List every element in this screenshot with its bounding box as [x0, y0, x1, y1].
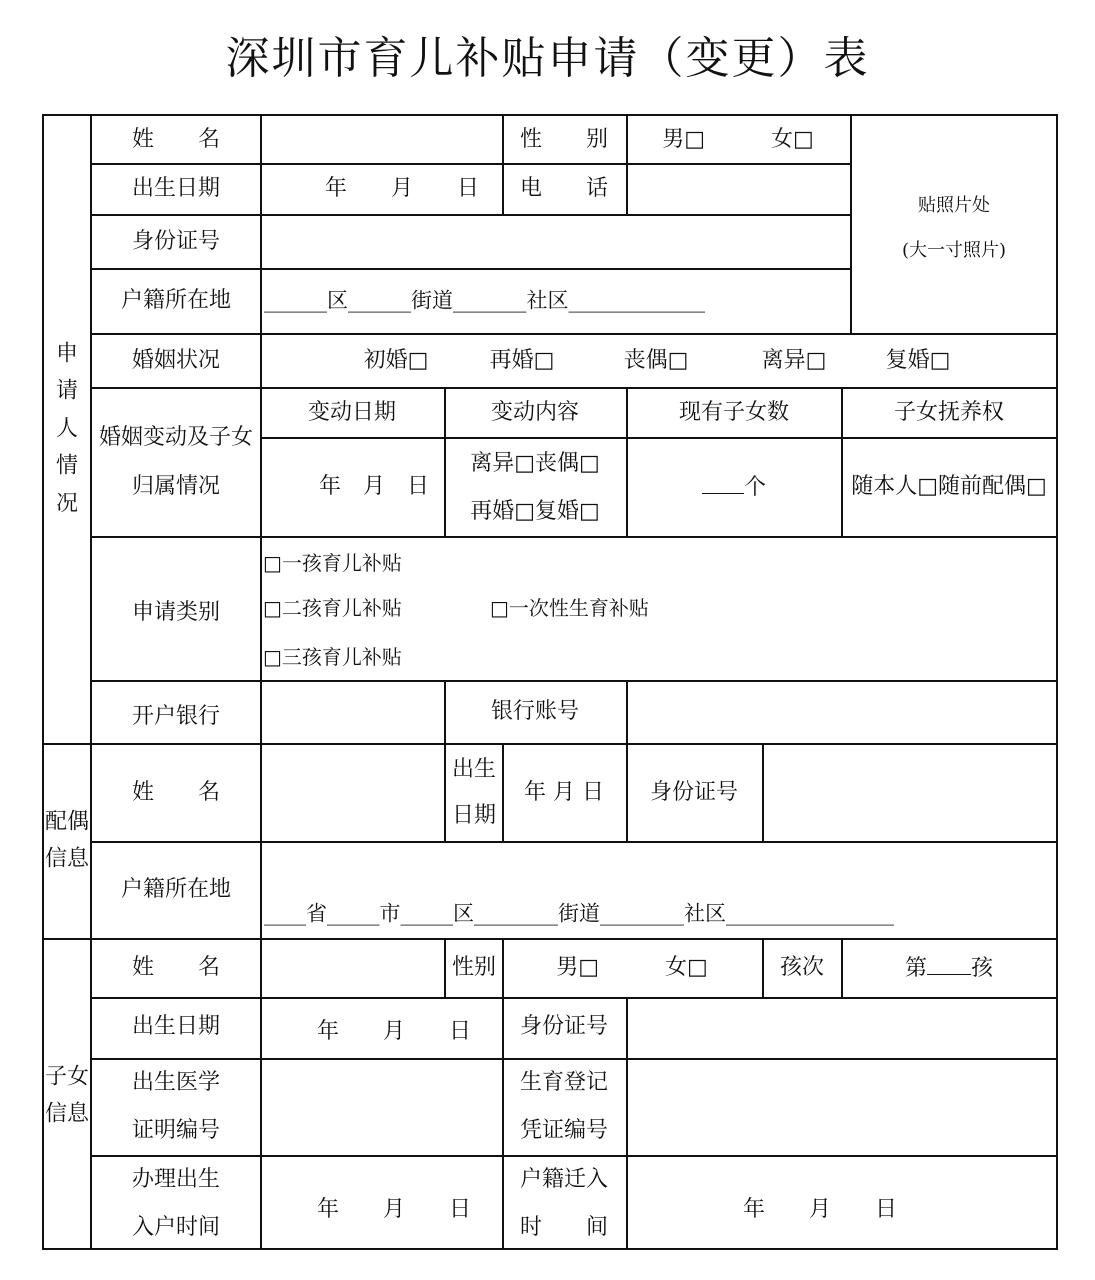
change-header-content: 变动内容	[490, 400, 580, 425]
row-divider	[260, 437, 1058, 439]
marital-option[interactable]: 丧偶□	[623, 348, 689, 373]
change-label: 归属情况	[131, 474, 221, 499]
col-divider	[502, 997, 504, 1250]
account-label: 银行账号	[490, 699, 580, 724]
col-divider	[626, 743, 628, 842]
child-settle-label: 办理出生	[131, 1167, 221, 1192]
marital-option[interactable]: 再婚□	[489, 348, 555, 373]
row-divider	[44, 743, 1058, 745]
child-migrate-value[interactable]: 年 月 日	[742, 1197, 898, 1222]
child-order-value[interactable]: 第 孩	[904, 956, 994, 981]
form-title: 深圳市育儿补贴申请（变更）表	[225, 33, 870, 84]
section-applicant-label: 申 请 人 情 况	[55, 341, 78, 517]
applicant-birth-value[interactable]: 年 月 日	[324, 176, 480, 201]
change-date-value[interactable]: 年 月 日	[318, 474, 430, 499]
spouse-birth-label: 日期	[451, 803, 497, 828]
col-divider	[444, 680, 446, 744]
child-medical-label: 出生医学	[131, 1070, 221, 1095]
col-divider	[626, 116, 628, 215]
col-divider	[626, 387, 628, 537]
photo-size-text: (大一寸照片)	[901, 240, 1007, 261]
category-label: 申请类别	[131, 600, 221, 625]
category-option[interactable]: □一孩育儿补贴	[263, 551, 402, 575]
child-gender-label: 性别	[451, 955, 497, 980]
category-option[interactable]: □一次性生育补贴	[490, 596, 649, 620]
custody-options[interactable]: 随本人□随前配偶□	[851, 474, 1047, 499]
row-divider	[92, 680, 1058, 682]
change-label: 婚姻变动及子女	[98, 425, 254, 450]
section-child-label: 子女 信息	[44, 1064, 89, 1127]
marital-label: 婚姻状况	[131, 348, 221, 373]
photo-placeholder-text: 贴照片处	[918, 195, 990, 216]
applicant-gender-options[interactable]: 男□ 女□	[662, 127, 814, 152]
section-spouse-label: 配偶 信息	[44, 809, 89, 872]
child-migrate-label: 时 间	[519, 1215, 609, 1240]
spouse-id-label: 身份证号	[649, 780, 739, 805]
children-count[interactable]: 个	[702, 475, 766, 499]
col-divider	[444, 743, 446, 842]
spouse-birth-label: 出生	[451, 757, 497, 782]
child-name-label: 姓 名	[131, 955, 221, 980]
row-divider	[92, 1155, 1058, 1157]
row-divider	[92, 1058, 1058, 1060]
row-divider	[92, 214, 852, 216]
applicant-household-label: 户籍所在地	[120, 288, 232, 313]
col-divider	[444, 938, 446, 998]
spouse-household-label: 户籍所在地	[120, 877, 232, 902]
col-divider	[850, 116, 852, 335]
change-header-children: 现有子女数	[678, 400, 790, 425]
row-divider	[92, 268, 852, 270]
row-divider	[92, 333, 1058, 335]
child-settle-value[interactable]: 年 月 日	[316, 1197, 472, 1222]
spouse-name-label: 姓 名	[131, 780, 221, 805]
marital-option[interactable]: 复婚□	[885, 348, 951, 373]
category-option[interactable]: □三孩育儿补贴	[263, 645, 402, 669]
marital-option[interactable]: 初婚□	[363, 348, 429, 373]
spouse-birth-value[interactable]: 年 月 日	[524, 780, 604, 805]
row-divider	[92, 387, 1058, 389]
col-divider	[841, 387, 843, 537]
change-header-date: 变动日期	[307, 400, 397, 425]
col-divider	[502, 116, 504, 215]
child-migrate-label: 户籍迁入	[519, 1167, 609, 1192]
category-option[interactable]: □二孩育儿补贴	[263, 596, 402, 620]
applicant-phone-label: 电 话	[519, 176, 609, 201]
change-header-custody: 子女抚养权	[893, 400, 1005, 425]
applicant-gender-label: 性 别	[519, 127, 609, 152]
child-settle-label: 入户时间	[131, 1215, 221, 1240]
spouse-household-value[interactable]: ____省_____市_____区________街道________社区________________	[264, 901, 894, 926]
bank-label: 开户银行	[131, 704, 221, 729]
child-gender-options[interactable]: 男□ 女□	[556, 955, 708, 980]
children-count-blank[interactable]	[702, 475, 744, 494]
row-divider	[92, 163, 852, 165]
col-divider	[762, 938, 764, 998]
child-birth-label: 出生日期	[131, 1014, 221, 1039]
col-divider	[762, 743, 764, 842]
child-registration-label: 凭证编号	[519, 1118, 609, 1143]
child-order-blank[interactable]	[927, 956, 971, 975]
col-divider	[841, 938, 843, 998]
col-divider	[502, 743, 504, 842]
child-registration-label: 生育登记	[519, 1070, 609, 1095]
row-divider	[44, 938, 1058, 940]
row-divider	[92, 536, 1058, 538]
applicant-household-value[interactable]: ______区______街道_______社区_____________	[264, 288, 705, 313]
child-medical-label: 证明编号	[131, 1118, 221, 1143]
child-birth-value[interactable]: 年 月 日	[316, 1019, 472, 1044]
marital-option[interactable]: 离异□	[761, 348, 827, 373]
row-divider	[92, 841, 1058, 843]
applicant-id-label: 身份证号	[131, 229, 221, 254]
applicant-name-label: 姓 名	[131, 127, 221, 152]
col-divider	[260, 116, 262, 1250]
change-content-options[interactable]: 再婚□复婚□	[470, 499, 600, 524]
child-order-label: 孩次	[779, 955, 825, 980]
change-content-options[interactable]: 离异□丧偶□	[470, 451, 600, 476]
col-divider	[502, 938, 504, 998]
child-id-label: 身份证号	[519, 1014, 609, 1039]
row-divider	[92, 997, 1058, 999]
col-divider	[626, 997, 628, 1250]
applicant-birth-label: 出生日期	[131, 176, 221, 201]
col-divider	[626, 680, 628, 744]
application-form	[42, 114, 1058, 1250]
col-divider	[444, 387, 446, 537]
